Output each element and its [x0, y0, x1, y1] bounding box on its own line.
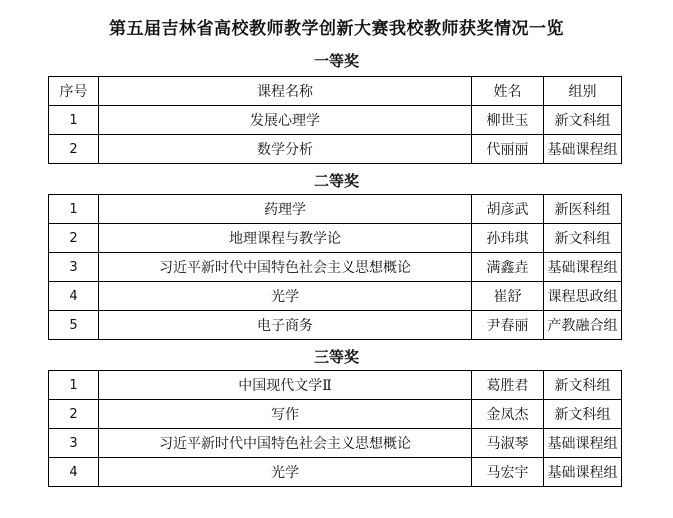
row-name: 崔舒	[472, 282, 544, 311]
row-course: 写作	[99, 400, 472, 429]
row-name: 满鑫垚	[472, 253, 544, 282]
row-course: 地理课程与教学论	[99, 224, 472, 253]
row-course: 光学	[99, 458, 472, 487]
table-row	[49, 106, 622, 135]
row-name: 柳世玉	[472, 106, 544, 135]
row-name: 马宏宇	[472, 458, 544, 487]
section-heading-third-prize: 三等奖	[313, 348, 359, 366]
row-course: 数学分析	[99, 135, 472, 164]
row-group: 基础课程组	[544, 429, 622, 458]
row-index: 4	[49, 458, 99, 487]
page-title: 第五届吉林省高校教师教学创新大赛我校教师获奖情况一览	[109, 19, 564, 39]
header-course: 课程名称	[99, 77, 472, 106]
row-course: 发展心理学	[99, 106, 472, 135]
row-group: 课程思政组	[544, 282, 622, 311]
row-index: 5	[49, 311, 99, 340]
table-row	[49, 371, 622, 400]
row-index: 1	[49, 195, 99, 224]
row-group: 新文科组	[544, 224, 622, 253]
row-group: 新文科组	[544, 400, 622, 429]
row-name: 孙玮琪	[472, 224, 544, 253]
row-name: 马淑琴	[472, 429, 544, 458]
row-index: 1	[49, 106, 99, 135]
row-name: 胡彦武	[472, 195, 544, 224]
row-index: 1	[49, 371, 99, 400]
row-name: 代丽丽	[472, 135, 544, 164]
table-row	[49, 135, 622, 164]
row-course: 光学	[99, 282, 472, 311]
row-course: 习近平新时代中国特色社会主义思想概论	[99, 253, 472, 282]
row-index: 3	[49, 429, 99, 458]
row-index: 2	[49, 135, 99, 164]
row-name: 葛胜君	[472, 371, 544, 400]
table-row	[49, 224, 622, 253]
section-heading-second-prize: 二等奖	[313, 172, 359, 190]
row-course: 药理学	[99, 195, 472, 224]
table-row	[49, 458, 622, 487]
first-prize-table	[48, 76, 622, 164]
row-group: 新文科组	[544, 371, 622, 400]
table-row	[49, 429, 622, 458]
table-row	[49, 282, 622, 311]
second-prize-table	[48, 194, 622, 340]
row-index: 2	[49, 400, 99, 429]
row-group: 基础课程组	[544, 458, 622, 487]
section-heading-first-prize: 一等奖	[313, 52, 359, 70]
row-group: 基础课程组	[544, 135, 622, 164]
row-index: 2	[49, 224, 99, 253]
row-group: 新医科组	[544, 195, 622, 224]
row-name: 金凤杰	[472, 400, 544, 429]
row-course: 中国现代文学Ⅱ	[99, 371, 472, 400]
row-course: 电子商务	[99, 311, 472, 340]
row-index: 3	[49, 253, 99, 282]
third-prize-table	[48, 370, 622, 487]
row-group: 产教融合组	[544, 311, 622, 340]
row-index: 4	[49, 282, 99, 311]
row-course: 习近平新时代中国特色社会主义思想概论	[99, 429, 472, 458]
table-row	[49, 400, 622, 429]
row-group: 基础课程组	[544, 253, 622, 282]
table-row	[49, 311, 622, 340]
table-row	[49, 253, 622, 282]
header-row	[49, 77, 622, 106]
header-name: 姓名	[472, 77, 544, 106]
row-group: 新文科组	[544, 106, 622, 135]
header-group: 组别	[544, 77, 622, 106]
table-row	[49, 195, 622, 224]
row-name: 尹春丽	[472, 311, 544, 340]
header-index: 序号	[49, 77, 99, 106]
